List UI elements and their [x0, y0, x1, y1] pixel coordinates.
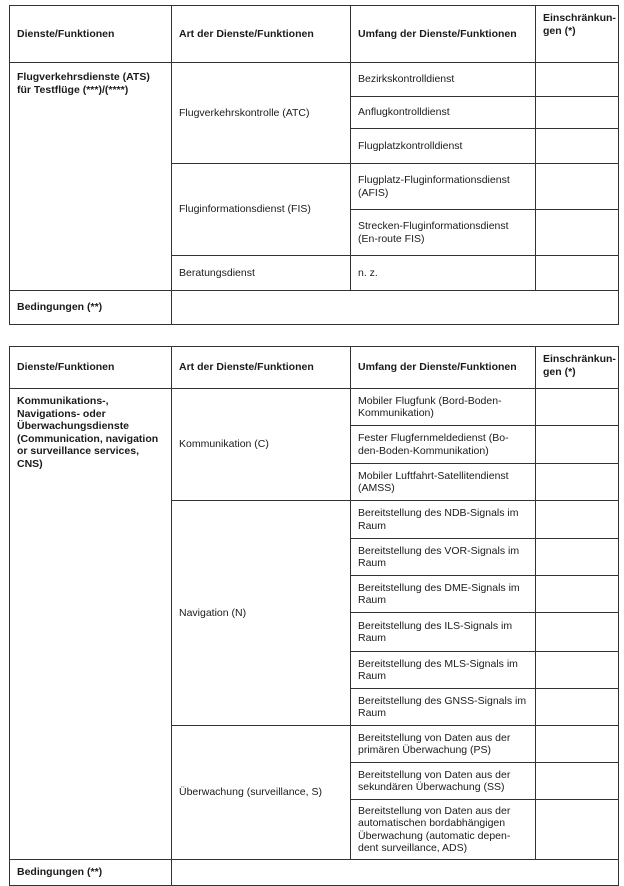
scope-cell: n. z.	[351, 256, 536, 291]
service-type: Navigation (N)	[172, 501, 351, 726]
scope-cell: Bereitstellung des ILS-Signals im Raum	[351, 613, 536, 652]
restriction-cell[interactable]	[536, 539, 619, 576]
scope-cell: Flugplatzkontrolldienst	[351, 129, 536, 164]
table-row	[10, 389, 619, 426]
restriction-cell[interactable]	[536, 800, 619, 860]
scope-cell: Bereitstellung des MLS-Signals im Raum	[351, 652, 536, 689]
service-type: Flugverkehrskontrolle (ATC)	[172, 63, 351, 164]
ats-services-table	[9, 5, 619, 325]
header-services: Dienste/Funktionen	[10, 347, 172, 389]
scope-cell: Bezirkskontrolldienst	[351, 63, 536, 97]
restriction-cell[interactable]	[536, 97, 619, 129]
header-scope: Umfang der Dienste/Funktionen	[351, 347, 536, 389]
scope-cell: Flugplatz-Fluginformationsdienst (AFIS)	[351, 164, 536, 210]
scope-cell: Fester Flugfernmeldedienst (Bo-den-Boden-Kommunikation)	[351, 426, 536, 464]
scope-cell: Bereitstellung von Daten aus der automatischen bordabhängigen Überwachung (automatic depen-dent surveillance, ADS)	[351, 800, 536, 860]
conditions-row	[10, 291, 619, 325]
restriction-cell[interactable]	[536, 726, 619, 763]
scope-cell: Bereitstellung des GNSS-Signals im Raum	[351, 689, 536, 726]
scope-cell: Mobiler Flugfunk (Bord-Boden-Kommunikation)	[351, 389, 536, 426]
service-type: Fluginformationsdienst (FIS)	[172, 164, 351, 256]
header-services: Dienste/Funktionen	[10, 6, 172, 63]
restriction-cell[interactable]	[536, 763, 619, 800]
scope-cell: Anflugkontrolldienst	[351, 97, 536, 129]
header-row	[10, 347, 619, 389]
scope-cell: Strecken-Fluginformationsdienst (En-route FIS)	[351, 210, 536, 256]
header-type: Art der Dienste/Funktionen	[172, 6, 351, 63]
service-name: Kommunikations-, Navigations- oder Überwachungsdienste (Communication, navigation or surveillance services, CNS)	[10, 389, 172, 860]
service-name: Flugverkehrsdienste (ATS) für Testflüge (***)/(****)	[10, 63, 172, 291]
header-row	[10, 6, 619, 63]
conditions-label: Bedingungen (**)	[10, 291, 172, 325]
scope-cell: Bereitstellung des NDB-Signals im Raum	[351, 501, 536, 539]
restriction-cell[interactable]	[536, 464, 619, 501]
restriction-cell[interactable]	[536, 689, 619, 726]
restriction-cell[interactable]	[536, 129, 619, 164]
restriction-cell[interactable]	[536, 389, 619, 426]
conditions-cell[interactable]	[172, 860, 619, 886]
restriction-cell[interactable]	[536, 210, 619, 256]
restriction-cell[interactable]	[536, 576, 619, 613]
restriction-cell[interactable]	[536, 613, 619, 652]
scope-cell: Bereitstellung von Daten aus der sekundären Überwachung (SS)	[351, 763, 536, 800]
conditions-row	[10, 860, 619, 886]
conditions-cell[interactable]	[172, 291, 619, 325]
header-type: Art der Dienste/Funktionen	[172, 347, 351, 389]
scope-cell: Bereitstellung von Daten aus der primären Überwachung (PS)	[351, 726, 536, 763]
service-type: Überwachung (surveillance, S)	[172, 726, 351, 860]
scope-cell: Bereitstellung des VOR-Signals im Raum	[351, 539, 536, 576]
restriction-cell[interactable]	[536, 256, 619, 291]
header-restrictions: Einschränkun-gen (*)	[536, 6, 619, 63]
header-scope: Umfang der Dienste/Funktionen	[351, 6, 536, 63]
service-type: Beratungsdienst	[172, 256, 351, 291]
conditions-label: Bedingungen (**)	[10, 860, 172, 886]
table-row	[10, 63, 619, 97]
restriction-cell[interactable]	[536, 501, 619, 539]
scope-cell: Mobiler Luftfahrt-Satellitendienst (AMSS)	[351, 464, 536, 501]
restriction-cell[interactable]	[536, 652, 619, 689]
cns-services-table	[9, 346, 619, 886]
restriction-cell[interactable]	[536, 164, 619, 210]
service-type: Kommunikation (C)	[172, 389, 351, 501]
header-restrictions: Einschränkun-gen (*)	[536, 347, 619, 389]
scope-cell: Bereitstellung des DME-Signals im Raum	[351, 576, 536, 613]
restriction-cell[interactable]	[536, 426, 619, 464]
restriction-cell[interactable]	[536, 63, 619, 97]
